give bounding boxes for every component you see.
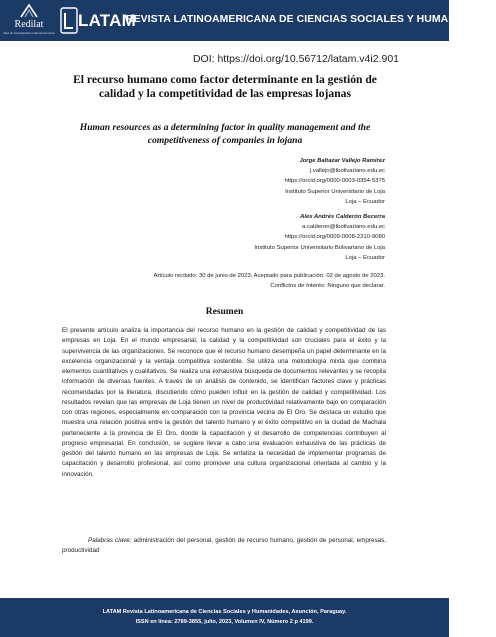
- author-block-1: [284, 156, 385, 207]
- redilat-subtitle: Red de Investigación Latinoamericana: [3, 31, 55, 35]
- latam-label: LATAM: [78, 11, 136, 30]
- conflict-of-interest: Conflictos de Interés: Ninguno que declarar.: [270, 283, 385, 290]
- article-title-english: Human resources as a determining factor in quality management and the competitiveness of companies in lojana: [79, 122, 371, 146]
- journal-footer: [0, 598, 449, 637]
- author-name: Alex Andrés Calderón Becerra: [300, 214, 385, 220]
- journal-header: [0, 0, 496, 41]
- article-title-spanish: El recurso humano como factor determinante en la gestión de calidad y la competitividad de las empresas lojanas: [73, 73, 377, 100]
- author-location: Loja – Ecuador: [345, 198, 385, 205]
- redilat-label: Redilat: [14, 19, 44, 30]
- article-dates: [153, 271, 385, 291]
- journal-title: REVISTA LATINOAMERICANA DE CIENCIAS SOCIALES Y HUMANIDADES: [126, 14, 496, 25]
- author-location: Loja – Ecuador: [345, 254, 385, 261]
- author-orcid[interactable]: https://orcid.org/0009-0008-2310-9080: [284, 234, 385, 241]
- keywords: [62, 536, 386, 557]
- doi-link[interactable]: DOI: https://doi.org/10.56712/latam.v4i2.901: [192, 53, 399, 65]
- author-name: Jorge Baltazar Vallejo Ramírez: [299, 158, 385, 164]
- author-block-2: [254, 212, 385, 263]
- footer-issn: ISSN en línea: 2789-3855, julio, 2023, Volumen IV, Número 2 p 4199.: [135, 619, 314, 625]
- author-email[interactable]: j.vallejo@tbolivariano.edu.ec: [309, 168, 385, 175]
- keywords-label: Palabras clave:: [88, 537, 132, 544]
- author-institution: Instituto Superior Universitario Bolivariano de Loja: [254, 244, 385, 251]
- abstract-body: El presente artículo analiza la importancia del recurso humano en la gestión de calidad y competitividad de las empresas en Loja. En el mundo empresarial, la calidad y la competitividad son cruciales para el éxito y la supervivencia de las organizaciones. Se reconoce que el recurso humano desempeña un papel determinante en la excelencia organizacional y la ventaja competitiva sostenible. Se utiliza una metodología mixta que combina elementos cuantitativos y cualitativos. Se realiza una exhaustiva búsqueda de documentos relevantes y se recopila información de diversas fuentes. A través de un análisis de contenido, se identifican factores clave y prácticas recomendadas por la literatura, discutiendo cómo pueden influir en la gestión de calidad y competitividad. Los resultados revelan que las empresas de Loja tienen un nivel de productividad relativamente bajo en comparación con otras regiones, especialmente en comparación con la provincia vecina de El Oro. Se destaca un estudio que muestra una relación positiva entre la gestión del talento humano y el éxito competitivo en la ciudad de Machala perteneciente a la provincia de El Oro, donde la capacitación y el desarrollo de competencias contribuyen al progreso empresarial. En conclusión, se sugiere llevar a cabo una evaluación exhaustiva de las prácticas de gestión del talento humano en las empresas de Loja. Se enfatiza la necesidad de implementar programas de capacitación y desarrollo profesional, así como promover una cultura organizacional orientada al cambio y la innovación.: [62, 327, 386, 478]
- redilat-mark-icon: [20, 4, 38, 18]
- author-email[interactable]: a.calderon@tbolivariano.edu.ec: [302, 224, 385, 231]
- footer-citation: LATAM Revista Latinoamericana de Ciencias Sociales y Humanidades, Asunción, Paraguay.: [102, 609, 347, 615]
- redilat-logo: [0, 0, 58, 41]
- abstract-heading: Resumen: [205, 307, 244, 317]
- received-accepted-dates: Artículo recibido: 30 de junio de 2023. Aceptado para publicación: 02 de agosto de 2023.: [153, 273, 385, 279]
- author-institution: Instituto Superior Universitario de Loja: [285, 188, 385, 195]
- author-orcid[interactable]: https://orcid.org/0000-0003-0354-5375: [284, 178, 385, 185]
- keywords-list: administración del personal, gestión de recurso humano, gestión de personal, empresas, productividad: [62, 537, 386, 555]
